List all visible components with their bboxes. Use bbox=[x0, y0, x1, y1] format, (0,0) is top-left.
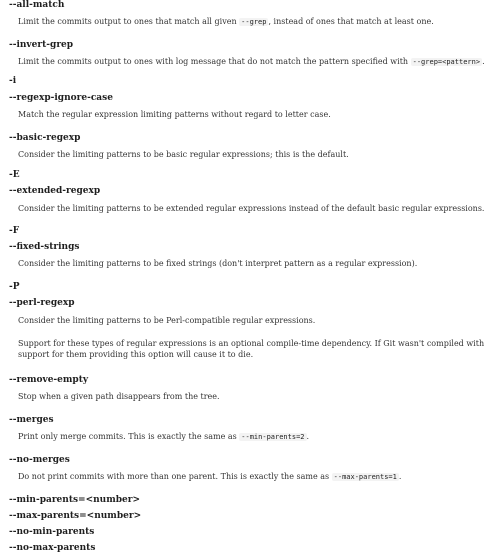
option-perl-regexp-term: --perl-regexp bbox=[9, 298, 75, 308]
inline-code: --grep=<pattern> bbox=[412, 58, 481, 66]
option-all-match-term: --all-match bbox=[9, 0, 65, 10]
desc-text: Print only merge commits. This is exactly the same as bbox=[18, 432, 240, 441]
option-E-term: -E bbox=[9, 170, 20, 180]
option-regexp-ignore-case-desc: Match the regular expression limiting patterns without regard to letter case. bbox=[18, 110, 331, 119]
option-basic-regexp-term: --basic-regexp bbox=[9, 133, 81, 143]
option-fixed-strings-term: --fixed-strings bbox=[9, 242, 80, 252]
option-no-merges-desc bbox=[18, 471, 486, 483]
option-max-parents-term: --max-parents=<number> bbox=[9, 511, 142, 521]
option-merges-term: --merges bbox=[9, 415, 54, 425]
option-extended-regexp-desc: Consider the limiting patterns to be extended regular expressions instead of the default basic regular expressions. bbox=[18, 204, 485, 213]
option-extended-regexp-term: --extended-regexp bbox=[9, 186, 101, 196]
option-no-min-parents-term: --no-min-parents bbox=[9, 527, 95, 537]
option-perl-regexp-desc: Consider the limiting patterns to be Perl-compatible regular expressions. bbox=[18, 316, 316, 325]
option-regexp-ignore-case-term: --regexp-ignore-case bbox=[9, 93, 113, 103]
option-F-term: -F bbox=[9, 226, 20, 236]
desc-text: . bbox=[306, 432, 310, 441]
inline-code: --min-parents=2 bbox=[241, 433, 305, 441]
option-remove-empty-term: --remove-empty bbox=[9, 375, 89, 385]
option-remove-empty-desc: Stop when a given path disappears from the tree. bbox=[18, 392, 220, 401]
option-all-match-desc bbox=[18, 16, 486, 28]
desc-text: Limit the commits output to ones with log message that do not match the pattern specified with bbox=[18, 57, 411, 66]
option-fixed-strings-desc: Consider the limiting patterns to be fixed strings (don't interpret pattern as a regular expression). bbox=[18, 259, 418, 268]
option-basic-regexp-desc: Consider the limiting patterns to be basic regular expressions; this is the default. bbox=[18, 150, 349, 159]
option-no-merges-term: --no-merges bbox=[9, 455, 70, 465]
option-invert-grep-term: --invert-grep bbox=[9, 40, 74, 50]
desc-text: . bbox=[482, 57, 485, 66]
option-P-term: -P bbox=[9, 282, 20, 292]
option-no-max-parents-term: --no-max-parents bbox=[9, 543, 96, 553]
option-i-term: -i bbox=[9, 76, 17, 86]
option-merges-desc bbox=[18, 431, 486, 443]
inline-code: --grep bbox=[241, 18, 267, 26]
desc-text: , instead of ones that match at least one. bbox=[268, 17, 434, 26]
option-min-parents-term: --min-parents=<number> bbox=[9, 495, 141, 505]
inline-code: --max-parents=1 bbox=[333, 473, 397, 481]
desc-text: Do not print commits with more than one parent. This is exactly the same as bbox=[18, 472, 332, 481]
desc-text: Limit the commits output to ones that match all given bbox=[18, 17, 240, 26]
option-invert-grep-desc bbox=[18, 56, 486, 68]
desc-text: . bbox=[398, 472, 402, 481]
option-perl-regexp-note: Support for these types of regular expressions is an optional compile-time dependency. If Git wasn't compiled with support for them providing this option will cause it to die. bbox=[18, 339, 485, 359]
